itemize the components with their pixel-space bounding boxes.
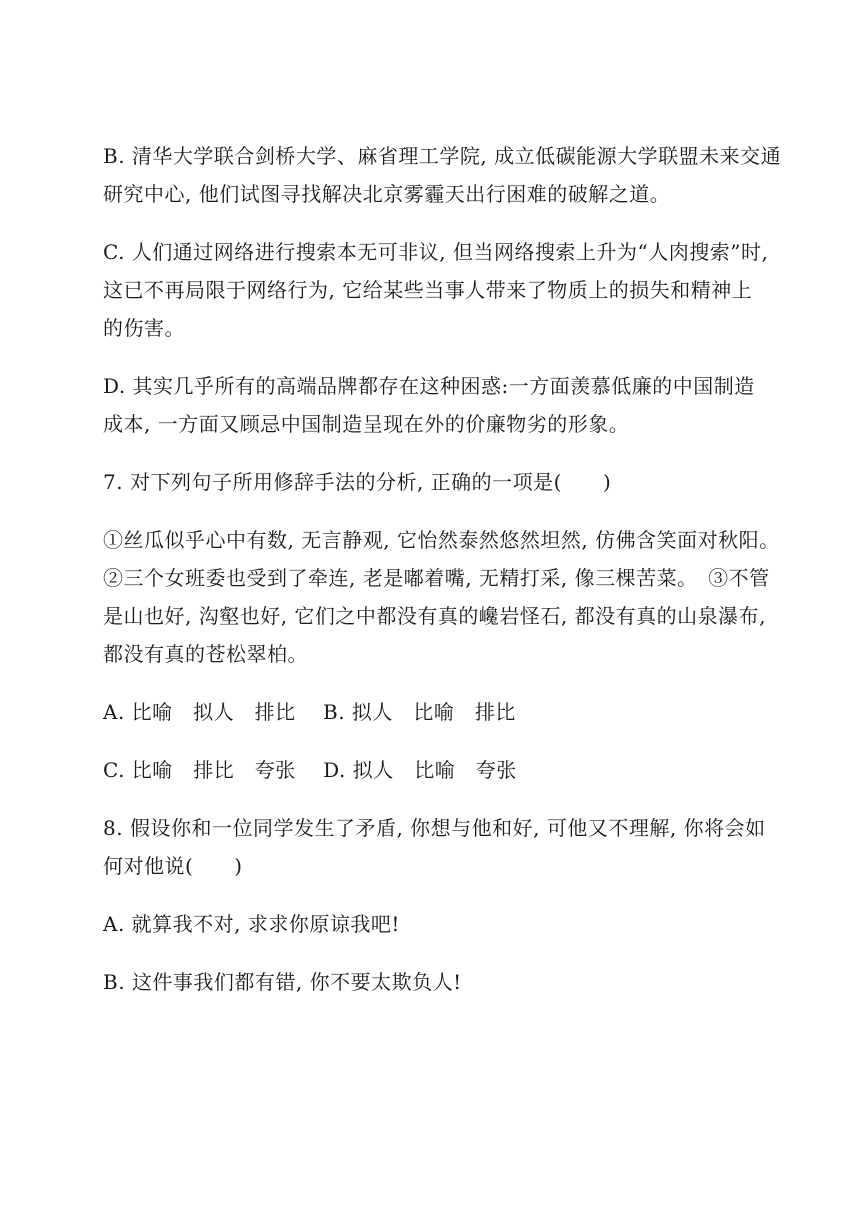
text-line: 成本, 一方面又顾忌中国制造呈现在外的价廉物劣的形象。 bbox=[103, 412, 630, 436]
text-line: 是山也好, 沟壑也好, 它们之中都没有真的巉岩怪石, 都没有真的山泉瀑布, bbox=[103, 604, 767, 628]
text-line: 这已不再局限于网络行为, 它给某些当事人带来了物质上的损失和精神上 bbox=[103, 278, 753, 302]
text-line: A. 就算我不对, 求求你原谅我吧! bbox=[103, 912, 400, 936]
question-8-option-a bbox=[103, 905, 763, 943]
text-line: C. 人们通过网络进行搜索本无可非议, 但当网络搜索上升为“人肉搜索”时, bbox=[103, 240, 769, 264]
question-7-options-cd bbox=[103, 751, 763, 789]
text-line: ②三个女班委也受到了牵连, 老是嘟着嘴, 无精打采, 像三棵苦菜。 ③不管 bbox=[103, 566, 770, 590]
text-line: B. 这件事我们都有错, 你不要太欺负人! bbox=[103, 970, 462, 994]
text-line: D. 其实几乎所有的高端品牌都存在这种困惑:一方面羡慕低廉的中国制造 bbox=[103, 374, 755, 398]
text-line: 都没有真的苍松翠柏。 bbox=[103, 642, 308, 666]
text-line: 8. 假设你和一位同学发生了矛盾, 你想与他和好, 可他又不理解, 你将会如 bbox=[103, 816, 766, 840]
option-6b bbox=[103, 137, 782, 213]
text-line: 的伤害。 bbox=[103, 316, 185, 340]
text-line: A. 比喻 拟人 排比 B. 拟人 比喻 排比 bbox=[103, 700, 516, 724]
question-8-option-b bbox=[103, 963, 763, 1001]
question-7-stem bbox=[103, 463, 763, 501]
text-line: B. 清华大学联合剑桥大学、麻省理工学院, 成立低碳能源大学联盟未来交通 bbox=[103, 144, 782, 168]
question-8-stem bbox=[103, 809, 766, 885]
text-line: C. 比喻 排比 夸张 D. 拟人 比喻 夸张 bbox=[103, 758, 517, 782]
option-6c bbox=[103, 233, 769, 347]
text-line: 研究中心, 他们试图寻找解决北京雾霾天出行困难的破解之道。 bbox=[103, 182, 671, 206]
option-6d bbox=[103, 367, 763, 443]
question-7-options-ab bbox=[103, 693, 763, 731]
document-body bbox=[103, 137, 782, 1021]
question-7-sentences bbox=[103, 521, 780, 673]
text-line: 何对他说( ) bbox=[103, 854, 243, 878]
text-line: 7. 对下列句子所用修辞手法的分析, 正确的一项是( ) bbox=[103, 470, 612, 494]
text-line: ①丝瓜似乎心中有数, 无言静观, 它怡然泰然悠然坦然, 仿佛含笑面对秋阳。 bbox=[103, 528, 780, 552]
